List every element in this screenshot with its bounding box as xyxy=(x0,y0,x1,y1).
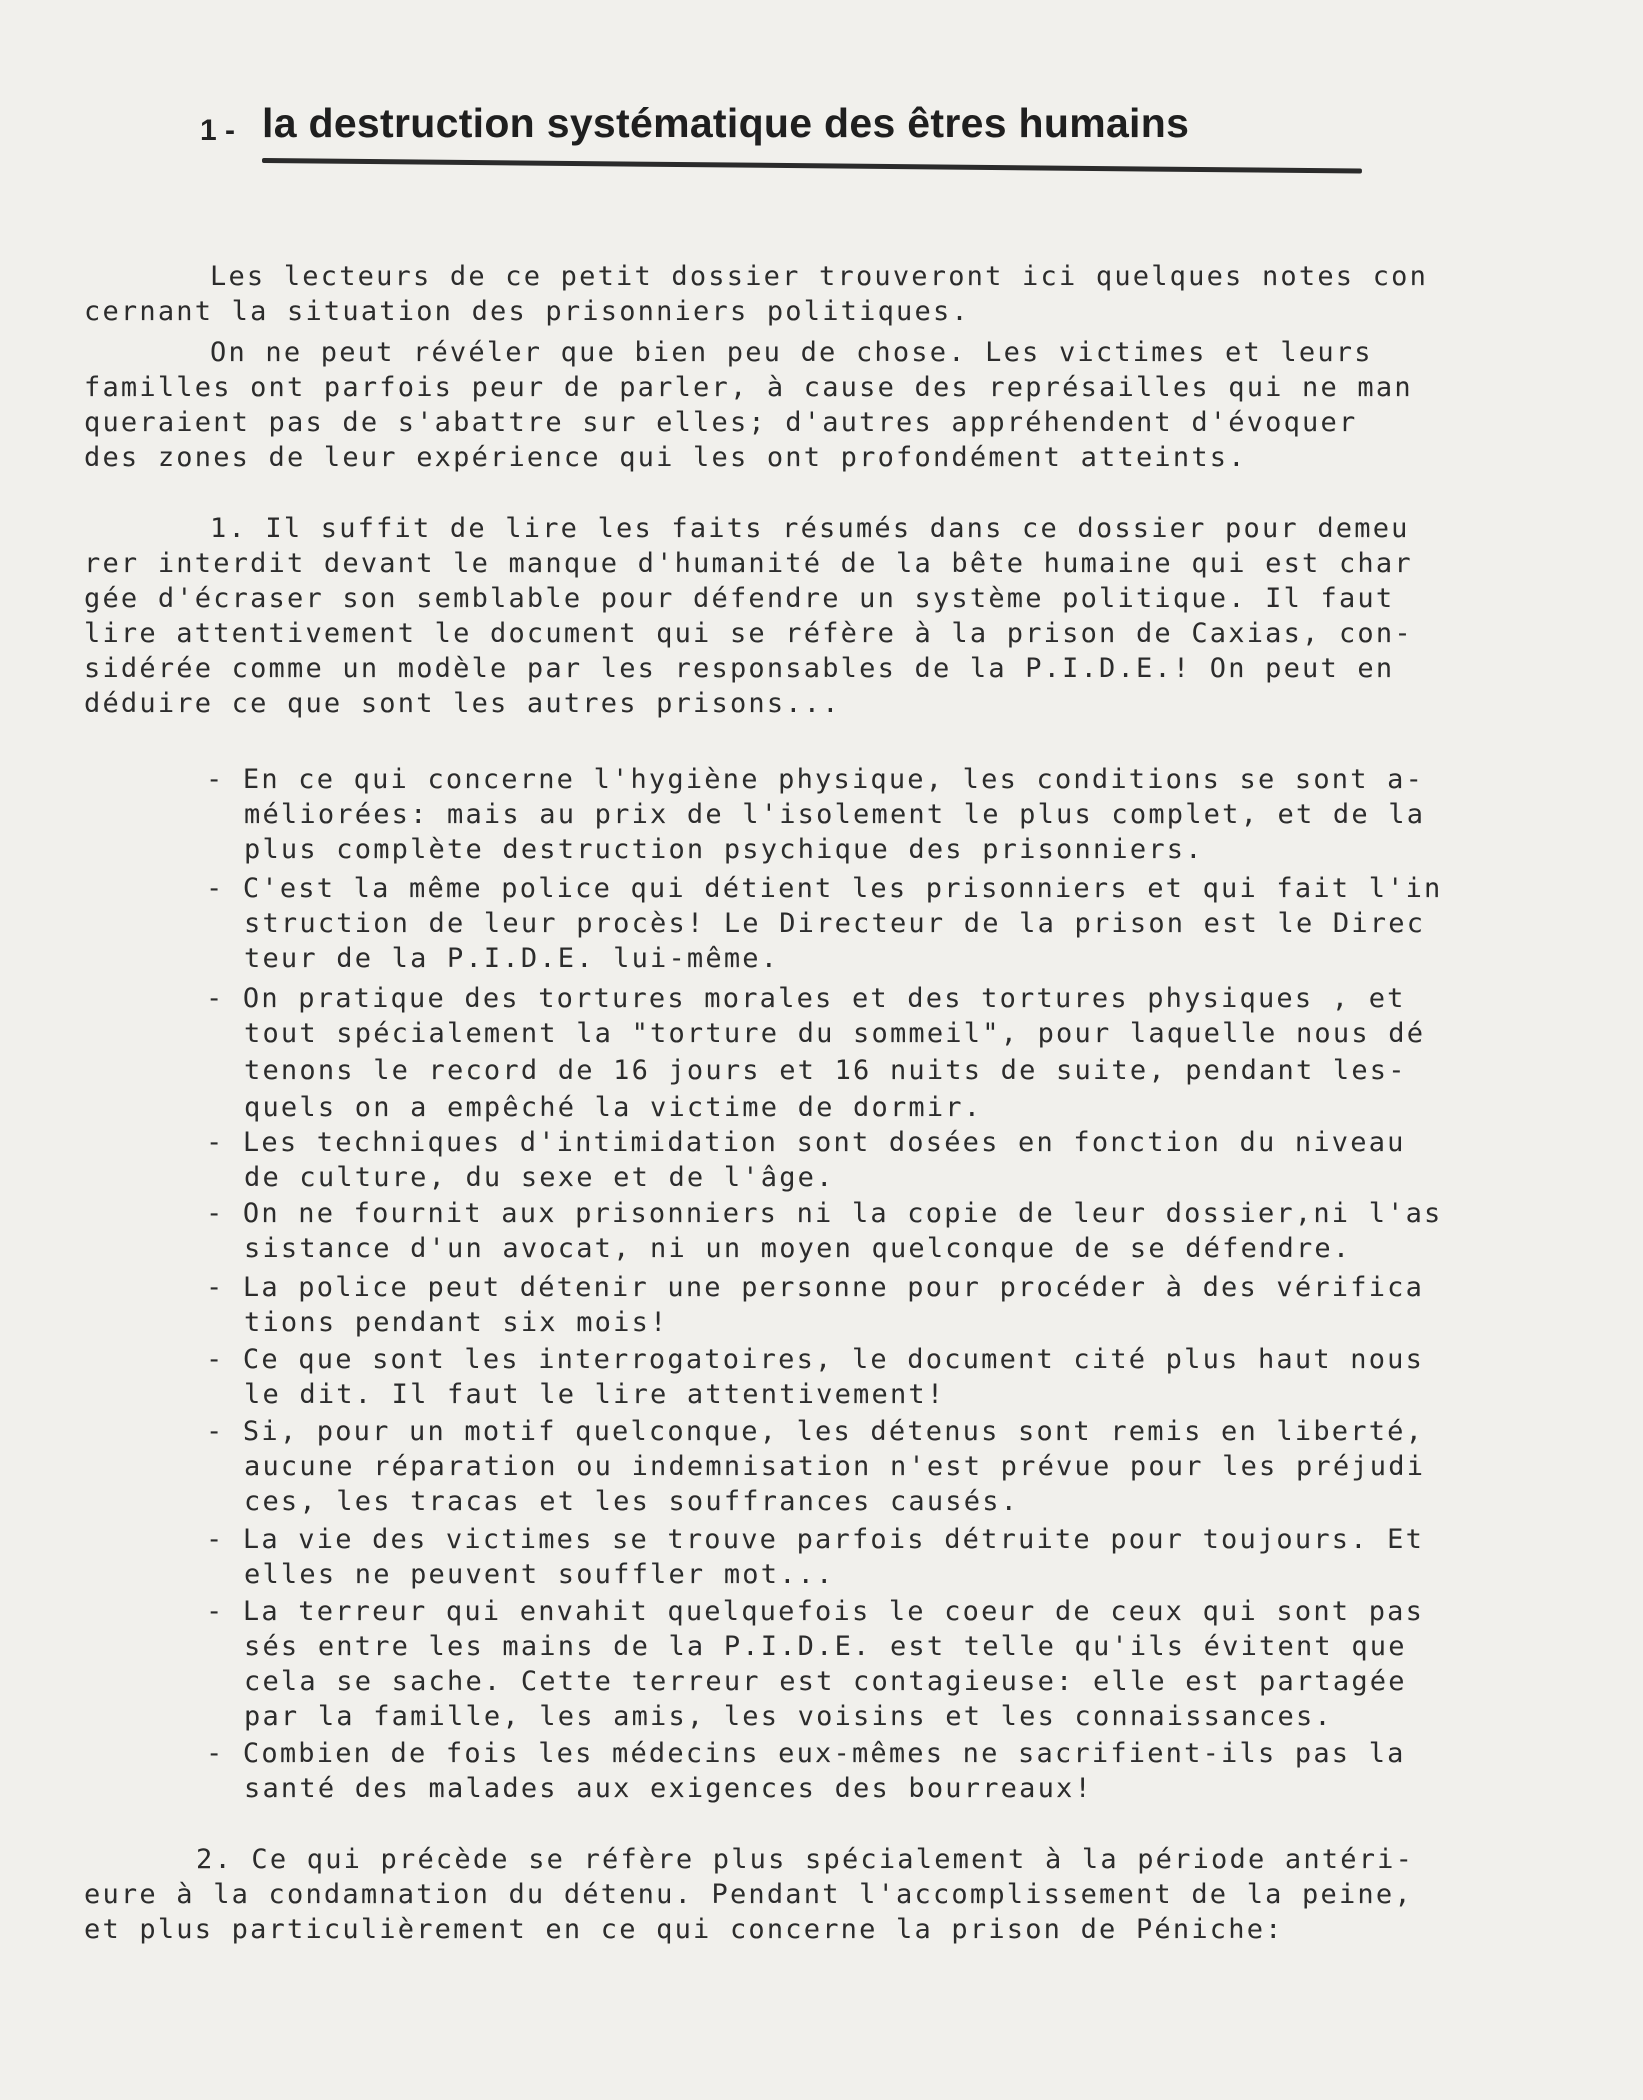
text-line: méliorées: mais au prix de l'isolement le plus complet, et de la xyxy=(244,799,1426,830)
text-line: le dit. Il faut le lire attentivement! xyxy=(244,1379,946,1410)
text-line: elles ne peuvent souffler mot... xyxy=(244,1559,835,1590)
text-line: - Ce que sont les interrogatoires, le document cité plus haut nous xyxy=(206,1344,1425,1375)
text-line: quels on a empêché la victime de dormir. xyxy=(244,1092,983,1123)
text-line: ces, les tracas et les souffrances causés. xyxy=(244,1486,1020,1517)
text-line: plus complète destruction psychique des prisonniers. xyxy=(244,834,1204,865)
text-line: struction de leur procès! Le Directeur de la prison est le Direc xyxy=(244,908,1426,939)
text-line: rer interdit devant le manque d'humanité de la bête humaine qui est char xyxy=(84,548,1413,579)
text-line: et plus particulièrement en ce qui concerne la prison de Péniche: xyxy=(84,1914,1284,1945)
text-line: - La vie des victimes se trouve parfois détruite pour toujours. Et xyxy=(206,1524,1425,1555)
text-line: cela se sache. Cette terreur est contagieuse: elle est partagée xyxy=(244,1666,1407,1697)
text-line: tenons le record de 16 jours et 16 nuits de suite, pendant les- xyxy=(244,1055,1407,1086)
text-line: santé des malades aux exigences des bourreaux! xyxy=(244,1773,1093,1804)
text-line: - C'est la même police qui détient les prisonniers et qui fait l'in xyxy=(206,873,1443,904)
text-line: teur de la P.I.D.E. lui-même. xyxy=(244,943,780,974)
text-line: gée d'écraser son semblable pour défendre un système politique. Il faut xyxy=(84,583,1395,614)
text-line: Les lecteurs de ce petit dossier trouveront ici quelques notes con xyxy=(210,261,1429,292)
text-line: 1. Il suffit de lire les faits résumés dans ce dossier pour demeu xyxy=(210,513,1410,544)
text-line: familles ont parfois peur de parler, à cause des représailles qui ne man xyxy=(84,372,1413,403)
text-line: - En ce qui concerne l'hygiène physique, les conditions se sont a- xyxy=(206,764,1425,795)
text-line: par la famille, les amis, les voisins et les connaissances. xyxy=(244,1701,1333,1732)
text-line: - On pratique des tortures morales et des tortures physiques , et xyxy=(206,983,1406,1014)
title-underline xyxy=(262,158,1362,174)
text-line: - La terreur qui envahit quelquefois le coeur de ceux qui sont pas xyxy=(206,1596,1425,1627)
text-line: - Les techniques d'intimidation sont dosées en fonction du niveau xyxy=(206,1127,1406,1158)
text-line: sidérée comme un modèle par les responsables de la P.I.D.E.! On peut en xyxy=(84,653,1395,684)
text-line: des zones de leur expérience qui les ont profondément atteints. xyxy=(84,442,1247,473)
text-line: sistance d'un avocat, ni un moyen quelconque de se défendre. xyxy=(244,1233,1352,1264)
text-line: - Si, pour un motif quelconque, les détenus sont remis en liberté, xyxy=(206,1416,1425,1447)
text-line: de culture, du sexe et de l'âge. xyxy=(244,1162,835,1193)
text-line: - Combien de fois les médecins eux-mêmes ne sacrifient-ils pas la xyxy=(206,1738,1406,1769)
text-line: cernant la situation des prisonniers politiques. xyxy=(84,296,970,327)
text-line: On ne peut révéler que bien peu de chose. Les victimes et leurs xyxy=(210,337,1373,368)
text-line: eure à la condamnation du détenu. Pendant l'accomplissement de la peine, xyxy=(84,1879,1413,1910)
text-line: tions pendant six mois! xyxy=(244,1307,669,1338)
text-line: lire attentivement le document qui se réfère à la prison de Caxias, con- xyxy=(84,618,1413,649)
section-number: 1 - xyxy=(200,114,236,147)
text-line: tout spécialement la "torture du sommeil", pour laquelle nous dé xyxy=(244,1018,1426,1049)
text-line: queraient pas de s'abattre sur elles; d'autres appréhendent d'évoquer xyxy=(84,407,1358,438)
section-title: la destruction systématique des êtres humains xyxy=(262,100,1190,146)
text-line: - La police peut détenir une personne pour procéder à des vérifica xyxy=(206,1272,1425,1303)
text-line: sés entre les mains de la P.I.D.E. est telle qu'ils évitent que xyxy=(244,1631,1407,1662)
text-line: 2. Ce qui précède se réfère plus spécialement à la période antéri- xyxy=(196,1844,1415,1875)
section-heading xyxy=(200,100,1400,180)
text-line: déduire ce que sont les autres prisons... xyxy=(84,688,841,719)
text-line: aucune réparation ou indemnisation n'est prévue pour les préjudi xyxy=(244,1451,1426,1482)
text-line: - On ne fournit aux prisonniers ni la copie de leur dossier,ni l'as xyxy=(206,1198,1443,1229)
